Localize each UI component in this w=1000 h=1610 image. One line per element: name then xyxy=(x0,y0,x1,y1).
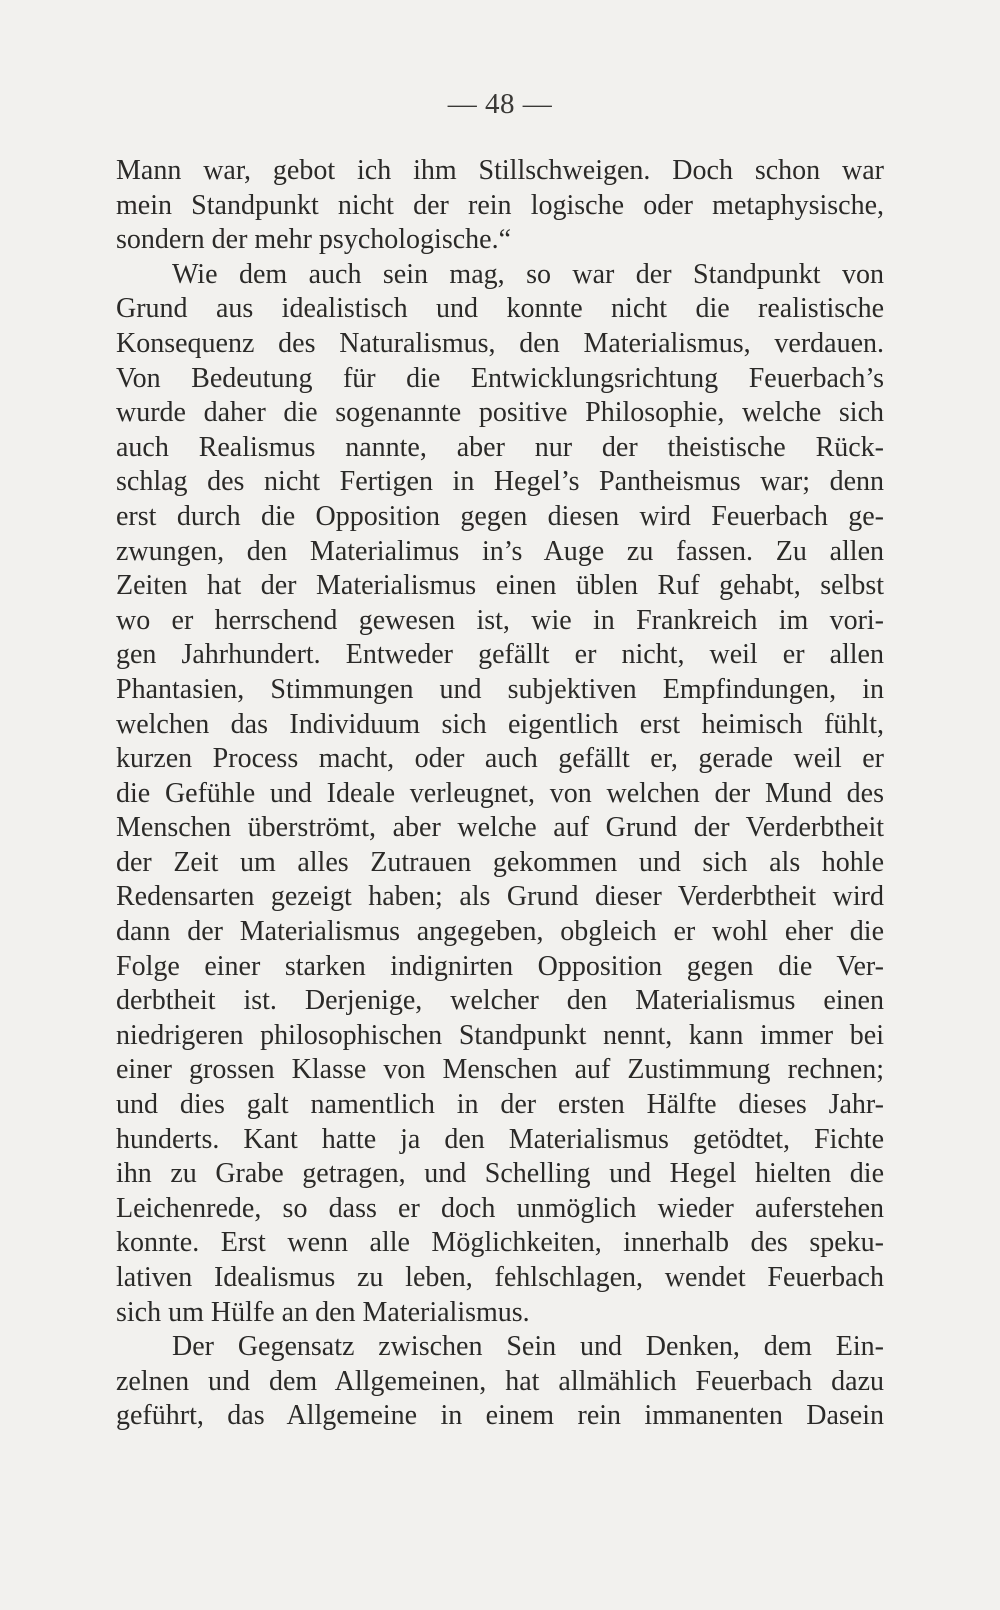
page-number-header: — 48 — xyxy=(447,88,553,120)
text-line: geführt, das Allgemeine in einem rein immanenten Dasein xyxy=(116,1400,884,1432)
text-line: gen Jahrhundert. Entweder gefällt er nicht, weil er allen xyxy=(116,639,884,671)
text-line: Konsequenz des Naturalismus, den Materialismus, verdauen. xyxy=(116,327,884,359)
text-line: Phantasien, Stimmungen und subjektiven Empfindungen, in xyxy=(116,673,884,705)
text-line: zwungen, den Materialimus in’s Auge zu fassen. Zu allen xyxy=(116,535,884,567)
text-line: auch Realismus nannte, aber nur der theistische Rück- xyxy=(116,431,884,463)
text-line: Grund aus idealistisch und konnte nicht die realistische xyxy=(116,293,884,325)
text-line: niedrigeren philosophischen Standpunkt nennt, kann immer bei xyxy=(116,1019,884,1051)
text-line: kurzen Process macht, oder auch gefällt er, gerade weil er xyxy=(116,743,884,775)
text-line: sondern der mehr psychologische.“ xyxy=(116,224,511,256)
text-line: Wie dem auch sein mag, so war der Standpunkt von xyxy=(172,258,884,290)
paragraph-3 xyxy=(116,1330,884,1434)
paragraph-1 xyxy=(116,154,884,258)
text-line: und dies galt namentlich in der ersten Hälfte dieses Jahr- xyxy=(116,1089,884,1121)
text-line: Folge einer starken indignirten Opposition gegen die Ver- xyxy=(116,950,884,982)
text-line: wurde daher die sogenannte positive Philosophie, welche sich xyxy=(116,397,884,429)
text-line: wo er herrschend gewesen ist, wie in Frankreich im vori- xyxy=(116,604,884,636)
text-line: Der Gegensatz zwischen Sein und Denken, dem Ein- xyxy=(172,1331,884,1363)
text-line: mein Standpunkt nicht der rein logische oder metaphysische, xyxy=(116,189,884,221)
text-line: einer grossen Klasse von Menschen auf Zustimmung rechnen; xyxy=(116,1054,884,1086)
text-line: hunderts. Kant hatte ja den Materialismus getödtet, Fichte xyxy=(116,1123,884,1155)
text-line: die Gefühle und Ideale verleugnet, von welchen der Mund des xyxy=(116,777,884,809)
text-line: Zeiten hat der Materialismus einen üblen Ruf gehabt, selbst xyxy=(116,570,884,602)
text-line: konnte. Erst wenn alle Möglichkeiten, innerhalb des speku- xyxy=(116,1227,884,1259)
text-line: Redensarten gezeigt haben; als Grund dieser Verderbtheit wird xyxy=(116,881,884,913)
text-line: erst durch die Opposition gegen diesen wird Feuerbach ge- xyxy=(116,500,884,532)
body-text xyxy=(116,154,884,1434)
text-line: zelnen und dem Allgemeinen, hat allmählich Feuerbach dazu xyxy=(116,1365,884,1397)
text-line: Von Bedeutung für die Entwicklungsrichtung Feuerbach’s xyxy=(116,362,884,394)
text-line: derbtheit ist. Derjenige, welcher den Materialismus einen xyxy=(116,985,884,1017)
text-line: sich um Hülfe an den Materialismus. xyxy=(116,1296,530,1328)
text-line: schlag des nicht Fertigen in Hegel’s Pantheismus war; denn xyxy=(116,466,884,498)
text-line: welchen das Individuum sich eigentlich erst heimisch fühlt, xyxy=(116,708,884,740)
text-line: der Zeit um alles Zutrauen gekommen und sich als hohle xyxy=(116,846,884,878)
text-line: dann der Materialismus angegeben, obgleich er wohl eher die xyxy=(116,916,884,948)
text-line: lativen Idealismus zu leben, fehlschlagen, wendet Feuerbach xyxy=(116,1262,884,1293)
text-line: Leichenrede, so dass er doch unmöglich wieder auferstehen xyxy=(116,1192,884,1224)
paragraph-2 xyxy=(116,258,884,1330)
text-line: Mann war, gebot ich ihm Stillschweigen. Doch schon war xyxy=(116,155,884,186)
text-line: ihn zu Grabe getragen, und Schelling und Hegel hielten die xyxy=(116,1158,884,1190)
text-line: Menschen überströmt, aber welche auf Grund der Verderbtheit xyxy=(116,812,884,844)
